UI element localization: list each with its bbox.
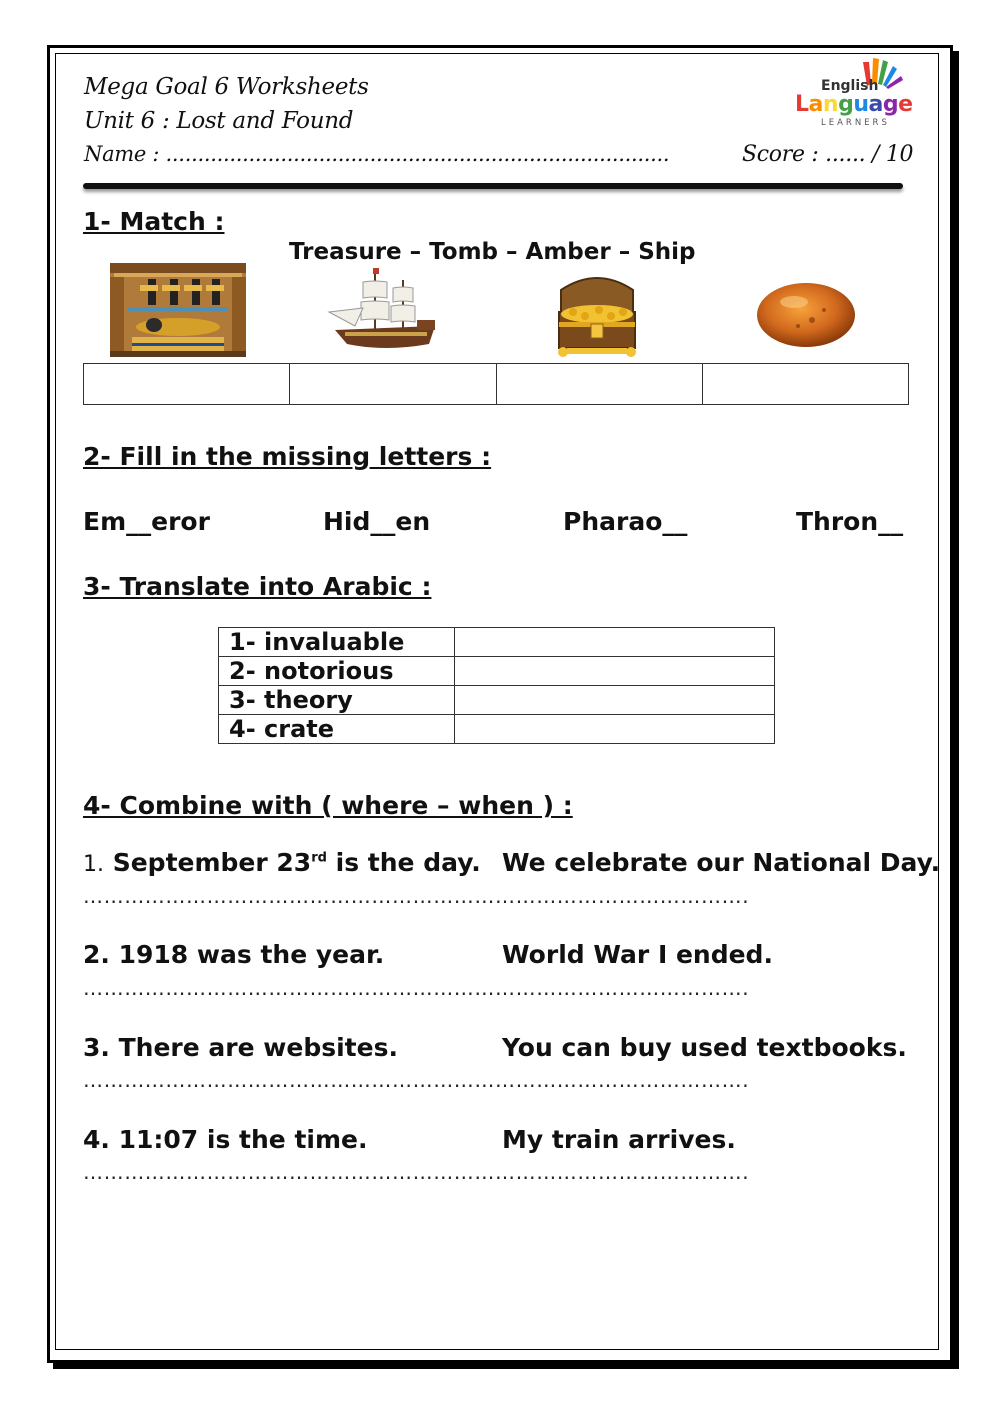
treasure-chest-image — [553, 272, 641, 358]
logo-letter: g — [882, 92, 899, 117]
missing-letter-word: Em__eror — [83, 507, 210, 536]
combine-sentence-b: You can buy used textbooks. — [502, 1033, 907, 1062]
logo-letter: e — [898, 92, 913, 117]
combine-sentence-a: 4. 11:07 is the time. — [83, 1125, 368, 1154]
section4-heading: 4- Combine with ( where – when ) : — [83, 791, 573, 820]
logo-letter: g — [838, 92, 854, 117]
missing-letter-word: Hid__en — [323, 507, 431, 536]
logo-word-language — [795, 92, 913, 117]
translation-answer-cell[interactable] — [455, 628, 775, 657]
translation-answer-cell[interactable] — [455, 657, 775, 686]
answer-line[interactable]: ……………………………………………………………………………………. — [83, 1160, 750, 1184]
name-field[interactable]: Name : ............................................................................... — [84, 142, 670, 166]
answer-line[interactable]: ……………………………………………………………………………………. — [83, 976, 750, 1000]
match-answer-cell[interactable] — [84, 364, 290, 404]
section1-heading: 1- Match : — [83, 207, 225, 236]
logo-letter: a — [808, 92, 823, 117]
table-row — [219, 715, 775, 744]
logo-word-learners: LEARNERS — [821, 118, 890, 128]
combine-sentence-b: My train arrives. — [502, 1125, 736, 1154]
combine-sentence-a: 1. September 23rd is the day. — [83, 848, 481, 877]
missing-letter-word: Thron__ — [796, 507, 904, 536]
logo-word-english: English — [821, 78, 879, 94]
combine-sentence-a: 2. 1918 was the year. — [83, 940, 385, 969]
translation-word: 3- theory — [219, 686, 455, 715]
logo-letter: a — [868, 92, 883, 117]
translation-answer-cell[interactable] — [455, 686, 775, 715]
combine-sentence-b: We celebrate our National Day. — [502, 848, 941, 877]
match-answer-grid — [83, 363, 909, 405]
answer-line[interactable]: ……………………………………………………………………………………. — [83, 1068, 750, 1092]
logo-letter: L — [795, 92, 809, 117]
header-divider — [83, 183, 903, 189]
amber-image — [754, 280, 858, 350]
tomb-image — [110, 263, 246, 357]
table-row — [219, 657, 775, 686]
translation-word: 4- crate — [219, 715, 455, 744]
worksheet-title: Mega Goal 6 Worksheets — [84, 74, 369, 100]
ship-image — [325, 268, 445, 356]
logo-letter: n — [822, 92, 839, 117]
logo-letter: u — [853, 92, 869, 117]
match-answer-cell[interactable] — [497, 364, 703, 404]
section3-heading: 3- Translate into Arabic : — [83, 572, 432, 601]
translation-word: 1- invaluable — [219, 628, 455, 657]
section2-heading: 2- Fill in the missing letters : — [83, 442, 492, 471]
missing-letter-word: Pharao__ — [563, 507, 688, 536]
table-row — [219, 686, 775, 715]
combine-sentence-a: 3. There are websites. — [83, 1033, 398, 1062]
unit-title: Unit 6 : Lost and Found — [84, 108, 354, 134]
answer-line[interactable]: ……………………………………………………………………………………. — [83, 884, 750, 908]
table-row — [219, 628, 775, 657]
translation-answer-cell[interactable] — [455, 715, 775, 744]
english-language-learners-logo — [795, 56, 915, 130]
combine-sentence-b: World War I ended. — [502, 940, 773, 969]
translation-table — [218, 627, 775, 744]
score-field: Score : ...... / 10 — [742, 142, 914, 167]
translation-word: 2- notorious — [219, 657, 455, 686]
match-answer-cell[interactable] — [290, 364, 496, 404]
match-word-bank: Treasure – Tomb – Amber – Ship — [289, 239, 696, 265]
match-answer-cell[interactable] — [703, 364, 908, 404]
